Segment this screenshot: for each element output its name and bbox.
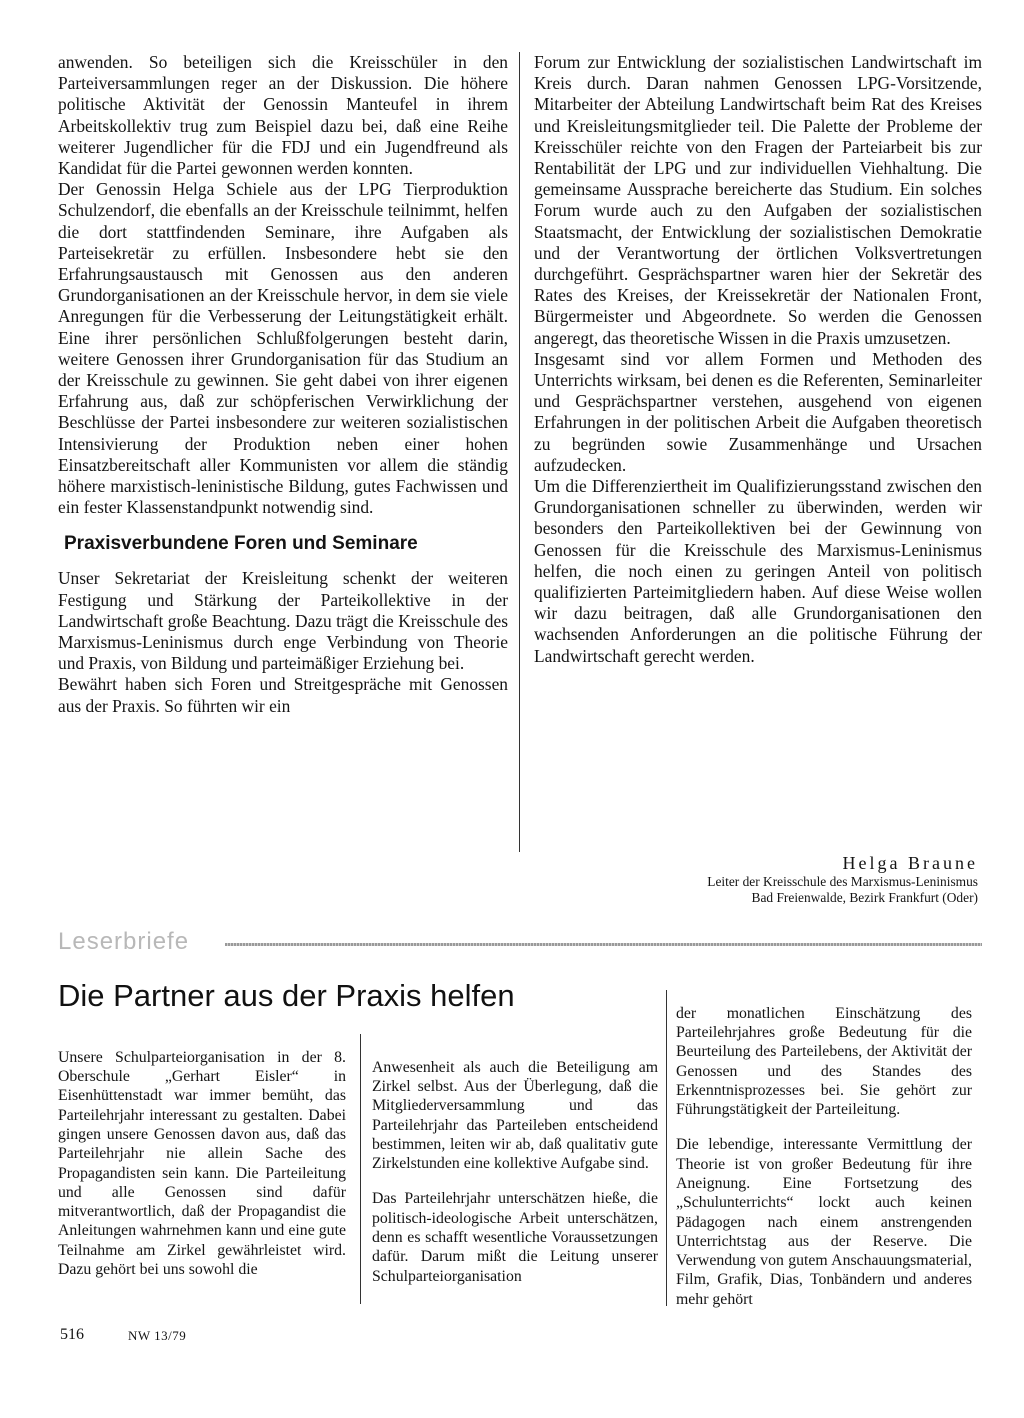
body-paragraph: Unsere Schulparteiorganisation in der 8. Oberschule „Gerhart Eisler“ in Eisenhüttenstadt war immer bemüht, das Parteilehrjahr interessant zu gestalten. Dabei gingen unsere Genossen davon aus, daß das Parteilehrjahr nie allein Sache des Propagandisten sein kann. Die Parteileitung und alle Genossen sind dafür mitverantwortlich, daß der Propagandist die Anleitungen wahrnehmen kann und eine gute Teilnahme am Zirkel gewährleistet wird. Dazu gehört bei uns sowohl die bbox=[58, 1048, 346, 1279]
section-rubric: Leserbriefe bbox=[58, 928, 190, 955]
body-paragraph: Unser Sekretariat der Kreisleitung schenkt der weiteren Festigung und Stärkung der Parteikollektive in der Landwirtschaft große Beachtung. Dazu trägt die Kreisschule des Marxismus-Leninismus durch enge Verbindung von Theorie und Praxis, von Bildung und parteimäßiger Erziehung bei. bbox=[58, 568, 508, 674]
letter-headline: Die Partner aus der Praxis helfen bbox=[58, 978, 515, 1013]
body-paragraph: Forum zur Entwicklung der sozialistischen Landwirtschaft im Kreis durch. Daran nahmen Genossen LPG-Vorsitzende, Mitarbeiter der Abteilung Landwirtschaft beim Rat des Kreises und Kreisleitungsmitglieder teil. Die Palette der Probleme der Kreisschüler reichte von den Fragen der Parteiarbeit bis zur Rentabilität der LPG und zur individuellen Viehhaltung. Die gemeinsame Aussprache bereicherte das Studium. Ein solches Forum wurde auch zu den Aufgaben der sozialistischen Staatsmacht, der Entwicklung der sozialistischen Demokratie und der Verantwortung der örtlichen Volksvertretungen durchgeführt. Gesprächspartner waren hier der Sekretär des Rates des Kreises, der Kreissekretär der Nationalen Front, Bürgermeister und Abgeordnete. So werden die Genossen angeregt, das theoretische Wissen in die Praxis umzusetzen. bbox=[534, 52, 982, 348]
author-signature bbox=[560, 852, 978, 906]
author-role: Leiter der Kreisschule des Marxismus-Leninismus bbox=[707, 874, 978, 889]
letter-column-2 bbox=[372, 1042, 658, 1302]
body-paragraph: Bewährt haben sich Foren und Streitgespräche mit Genossen aus der Praxis. So führten wir ein bbox=[58, 674, 508, 716]
rubric-rule bbox=[225, 943, 982, 946]
page-number: 516 bbox=[60, 1326, 84, 1343]
letter-column-1 bbox=[58, 1032, 346, 1295]
author-name: Helga Braune bbox=[842, 853, 978, 873]
article-column-right bbox=[534, 52, 982, 667]
issue-label: NW 13/79 bbox=[128, 1328, 187, 1343]
body-paragraph: anwenden. So beteiligen sich die Kreisschüler in den Parteiversammlungen reger an der Diskussion. Die höhere politische Aktivität der Genossin Manteufel in ihrem Arbeitskollektiv trug zum Beispiel dazu bei, daß eine Reihe weiterer Jugendlicher für die FDJ und ein Jugendfreund als Kandidat für die Partei gewonnen werden konnten. bbox=[58, 52, 508, 179]
column-divider bbox=[666, 990, 667, 1306]
body-paragraph: Um die Differenziertheit im Qualifizierungsstand zwischen den Grundorganisationen schneller zu überwinden, werden wir besonders den Parteikollektiven bei der Gewinnung von Genossen für die Kreisschule des Marxismus-Leninismus helfen, die noch einen zu geringen Anteil von politisch qualifizierten Parteimitgliedern haben. Auf diese Weise wollen wir dazu beitragen, daß alle Grundorganisationen den wachsenden Anforderungen an die politische Führung der Landwirtschaft gerecht werden. bbox=[534, 476, 982, 666]
body-paragraph: Insgesamt sind vor allem Formen und Methoden des Unterrichts wirksam, bei denen es die Referenten, Seminarleiter und Gesprächspartner verstehen, ausgehend von eigenen Erfahrungen in der politischen Arbeit die Aufgaben theoretisch zu begründen sowie Zusammenhänge und Ursachen aufzudecken. bbox=[534, 348, 982, 475]
body-paragraph: der monatlichen Einschätzung des Parteilehrjahres große Bedeutung für die Beurteilung des Parteilebens, der Aktivität der Genossen und des Standes des Erkenntnisprozesses bei. Sie gehört zur Führungstätigkeit der Parteileitung. bbox=[676, 1004, 972, 1119]
body-paragraph: Der Genossin Helga Schiele aus der LPG Tierproduktion Schulzendorf, die ebenfalls an der Kreisschule teilnimmt, helfen die dort stattfindenden Seminare, ihre Aufgaben als Parteisekretär zu erfüllen. Insbesondere hebt sie den Erfahrungsaustausch mit Genossen aus den anderen Grundorganisationen an der Kreisschule hervor, in dem sie viele Anregungen für die Verbesserung der Leitungstätigkeit erhält. Eine ihrer persönlichen Schlußfolgerungen besteht darin, weitere Genossen ihrer Grundorganisation für das Studium an der Kreisschule zu gewinnen. Sie geht dabei von ihrer eigenen Erfahrung aus, daß zur schöpferischen Verwirklichung der Beschlüsse der Partei insbesondere zur weiteren sozialistischen Intensivierung der Produktion neben einer hohen Einsatzbereitschaft aller Kommunisten vor allem die ständig höhere marxistisch-leninistische Bildung, gutes Fachwissen und ein fester Klassenstandpunkt notwendig sind. bbox=[58, 179, 508, 518]
section-subheading: Praxisverbundene Foren und Seminare bbox=[64, 533, 418, 555]
column-divider bbox=[360, 1034, 361, 1304]
column-divider bbox=[519, 52, 520, 852]
body-paragraph: Anwesenheit als auch die Beteiligung am Zirkel selbst. Aus der Überlegung, daß die Mitgliederversammlung und das Parteilehrjahr das Parteileben entscheidend bestimmen, leiten wir ab, daß qualitativ gute Zirkelstunden eine kollektive Aufgabe sind. bbox=[372, 1058, 658, 1173]
body-paragraph: Die lebendige, interessante Vermittlung der Theorie ist von großer Bedeutung für ihre Aneignung. Eine Fortsetzung des „Schulunterrichts“ lockt auch keinen Pädagogen nach einem anstrengenden Unterrichtstag aus der Reserve. Die Verwendung von gutem Anschauungsmaterial, Film, Grafik, Dias, Tonbändern und anderes mehr gehört bbox=[676, 1136, 972, 1308]
body-paragraph: Das Parteilehrjahr unterschätzen hieße, die politisch-ideologische Arbeit unterschätzen, denn es schafft wesentliche Voraussetzungen dafür. Darum mißt die Leitung unserer Schulparteiorganisation bbox=[372, 1190, 658, 1285]
article-column-left bbox=[58, 52, 508, 717]
author-place: Bad Freienwalde, Bezirk Frankfurt (Oder) bbox=[751, 890, 978, 905]
letter-column-3 bbox=[676, 988, 972, 1325]
